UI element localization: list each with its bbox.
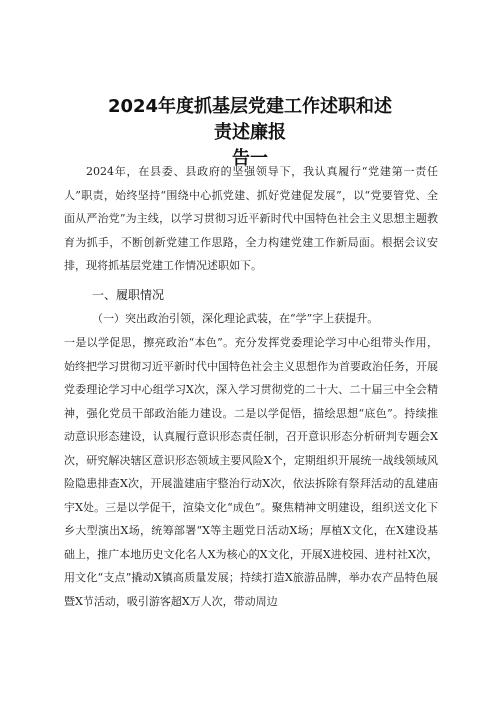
document-title-line-2: 告一 [232,148,268,169]
intro-paragraph: 2024年，在县委、县政府的坚强领导下，我认真履行“党建第一责任人”职责，始终坚持“围绕中心抓党建、抓好党建促发展”，以“党要管党、全面从严治党”为主线，以学习贯彻习近平新时代中国特色社会主义思想主题教育为抓手，不断创新党建工作思路，全力构建党建工作新局面。根据会议安排，现将抓基层党建工作情况述职如下。 [64,165,438,272]
main-paragraph: 一是以学促思，擦亮政治“本色”。充分发挥党委理论学习中心组带头作用，始终把学习贯彻习近平新时代中国特色社会主义思想作为首要政治任务，开展党委理论学习中心组学习X次，深入学习贯彻党的二十大、二十届三中全会精神，强化党员干部政治能力建设。二是以学促悟，描绘思想“底色”。持续推动意识形态建设，认真履行意识形态责任制，召开意识形态分析研判专题会X次，研究解决辖区意识形态领域主要风险X个，定期组织开展统一战线领域风险隐患排查X次，开展滥建庙宇整治行动X次，依法拆除有祭拜活动的乱建庙宇X处。三是以学促干，渲染文化“成色”。聚焦精神文明建设，组织送文化下乡大型演出X场，统筹部署“X等主题党日活动X场；厚植X文化，在X建设基础上，推广本地历史文化名人X为核心的X文化，开展X进校园、进村社X次，用文化“支点”撬动X镇高质量发展；持续打造X旅游品牌，举办农产品特色展暨X节活动，吸引游客超X万人次，带动周边 [64,336,438,608]
sub-heading: （一）突出政治引领，深化理论武装，在“学”字上获提升。 [92,312,379,325]
document-title-line-1: 2024年度抓基层党建工作述职和述责述廉报 [107,96,393,143]
section-heading: 一、履职情况 [92,288,165,302]
